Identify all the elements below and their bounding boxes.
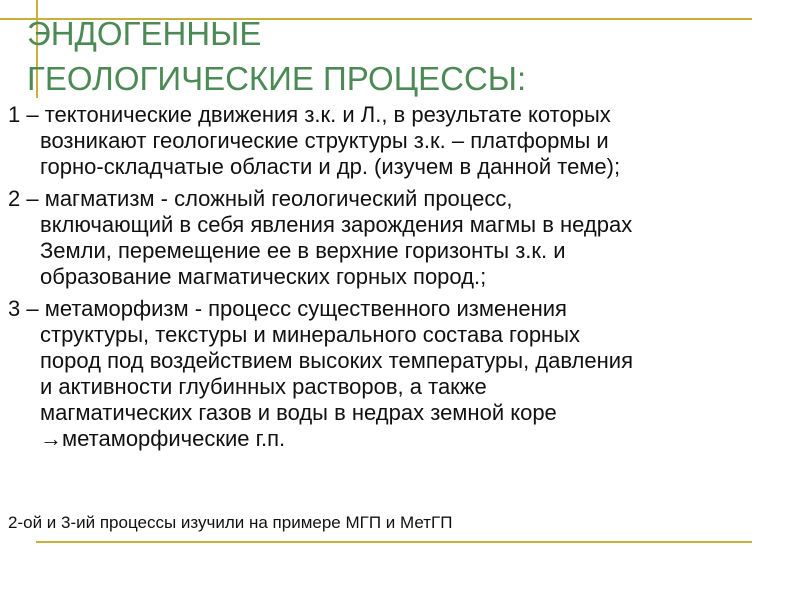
footnote: 2-ой и 3-ий процессы изучили на примере МГП и МетГП xyxy=(8,513,453,532)
item-line: и активности глубинных растворов, а также xyxy=(40,374,487,399)
item-line: включающий в себя явления зарождения магмы в недрах xyxy=(40,212,633,237)
item-line: 3 – метаморфизм - процесс существенного изменения xyxy=(8,296,567,321)
bottom-rule-line xyxy=(36,541,752,543)
item-line: →метаморфические г.п. xyxy=(40,426,286,451)
item-line: образование магматических горных пород.; xyxy=(40,264,487,289)
slide-title-line-2: ГЕОЛОГИЧЕСКИЕ ПРОЦЕССЫ: xyxy=(27,60,527,97)
item-line: Земли, перемещение ее в верхние горизонты з.к. и xyxy=(40,238,566,263)
item-line: структуры, текстуры и минерального состава горных xyxy=(40,322,581,347)
item-line: горно-складчатые области и др. (изучем в данной теме); xyxy=(40,154,621,179)
slide-body xyxy=(8,102,800,458)
process-item-metamorphism xyxy=(8,296,800,452)
item-line: пород под воздействием высоких температуры, давления xyxy=(40,348,633,373)
item-line: 2 – магматизм - сложный геологический процесс, xyxy=(8,186,513,211)
item-line: 1 – тектонические движения з.к. и Л., в результате которых xyxy=(8,102,611,127)
process-item-tectonics xyxy=(8,102,800,180)
slide-title xyxy=(27,11,526,101)
item-line: возникают геологические структуры з.к. – платформы и xyxy=(40,128,609,153)
slide-title-line-1: ЭНДОГЕННЫЕ xyxy=(27,15,262,52)
process-item-magmatism xyxy=(8,186,800,290)
item-line: магматических газов и воды в недрах земной коре xyxy=(40,400,557,425)
